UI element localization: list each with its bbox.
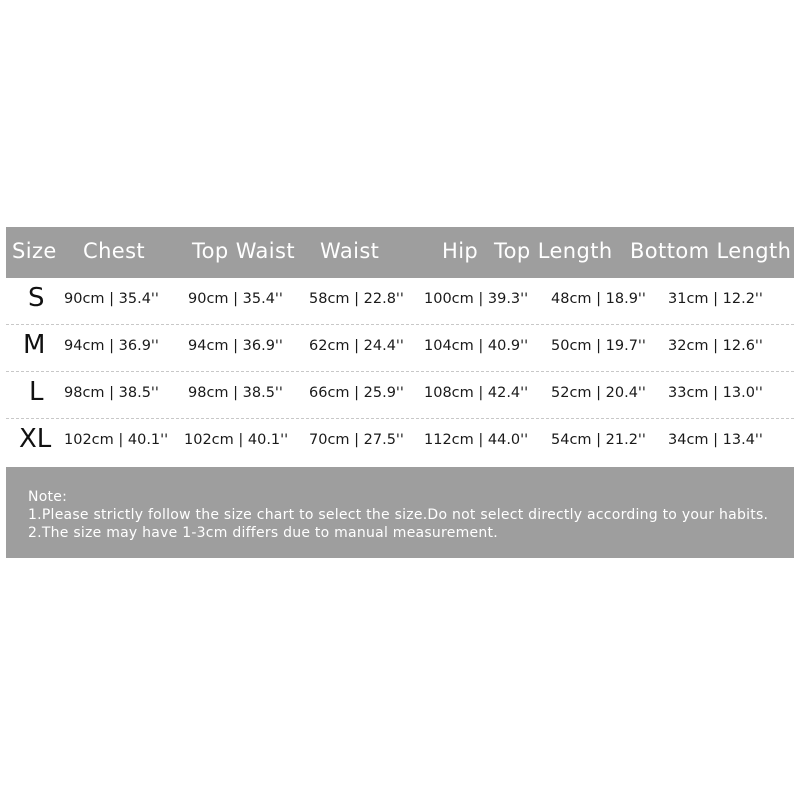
note-box bbox=[6, 467, 794, 558]
chest-value: 90cm | 35.4'' bbox=[64, 291, 159, 307]
hip-value: 108cm | 42.4'' bbox=[424, 385, 529, 401]
size-label: XL bbox=[19, 424, 52, 454]
waist-value: 70cm | 27.5'' bbox=[309, 432, 404, 448]
table-row-l bbox=[6, 372, 794, 419]
table-header-row bbox=[6, 227, 794, 278]
header-top-length: Top Length bbox=[494, 239, 613, 263]
note-line-1: 1.Please strictly follow the size chart to select the size.Do not select directly according to your habits. bbox=[28, 507, 769, 523]
table-row-xl bbox=[6, 419, 794, 467]
size-label: L bbox=[29, 377, 44, 407]
size-label: S bbox=[28, 283, 45, 313]
size-chart-table bbox=[6, 227, 794, 558]
header-top-waist: Top Waist bbox=[192, 239, 296, 263]
header-bottom-length: Bottom Length bbox=[630, 239, 792, 263]
bottom-length-value: 32cm | 12.6'' bbox=[668, 338, 763, 354]
chest-value: 102cm | 40.1'' bbox=[64, 432, 169, 448]
top-length-value: 50cm | 19.7'' bbox=[551, 338, 646, 354]
top-length-value: 54cm | 21.2'' bbox=[551, 432, 646, 448]
chest-value: 98cm | 38.5'' bbox=[64, 385, 159, 401]
top-waist-value: 94cm | 36.9'' bbox=[188, 338, 283, 354]
table-row-m bbox=[6, 325, 794, 372]
top-waist-value: 98cm | 38.5'' bbox=[188, 385, 283, 401]
bottom-length-value: 31cm | 12.2'' bbox=[668, 291, 763, 307]
top-waist-value: 102cm | 40.1'' bbox=[184, 432, 289, 448]
waist-value: 58cm | 22.8'' bbox=[309, 291, 404, 307]
header-waist: Waist bbox=[320, 239, 380, 263]
top-length-value: 52cm | 20.4'' bbox=[551, 385, 646, 401]
top-waist-value: 90cm | 35.4'' bbox=[188, 291, 283, 307]
header-size: Size bbox=[12, 239, 57, 263]
size-label: M bbox=[23, 330, 46, 360]
header-hip: Hip bbox=[442, 239, 479, 263]
chest-value: 94cm | 36.9'' bbox=[64, 338, 159, 354]
waist-value: 66cm | 25.9'' bbox=[309, 385, 404, 401]
waist-value: 62cm | 24.4'' bbox=[309, 338, 404, 354]
table-row-s bbox=[6, 278, 794, 325]
header-chest: Chest bbox=[83, 239, 146, 263]
hip-value: 100cm | 39.3'' bbox=[424, 291, 529, 307]
bottom-length-value: 33cm | 13.0'' bbox=[668, 385, 763, 401]
bottom-length-value: 34cm | 13.4'' bbox=[668, 432, 763, 448]
note-title: Note: bbox=[28, 489, 68, 505]
hip-value: 112cm | 44.0'' bbox=[424, 432, 529, 448]
hip-value: 104cm | 40.9'' bbox=[424, 338, 529, 354]
top-length-value: 48cm | 18.9'' bbox=[551, 291, 646, 307]
note-line-2: 2.The size may have 1-3cm differs due to manual measurement. bbox=[28, 525, 498, 541]
